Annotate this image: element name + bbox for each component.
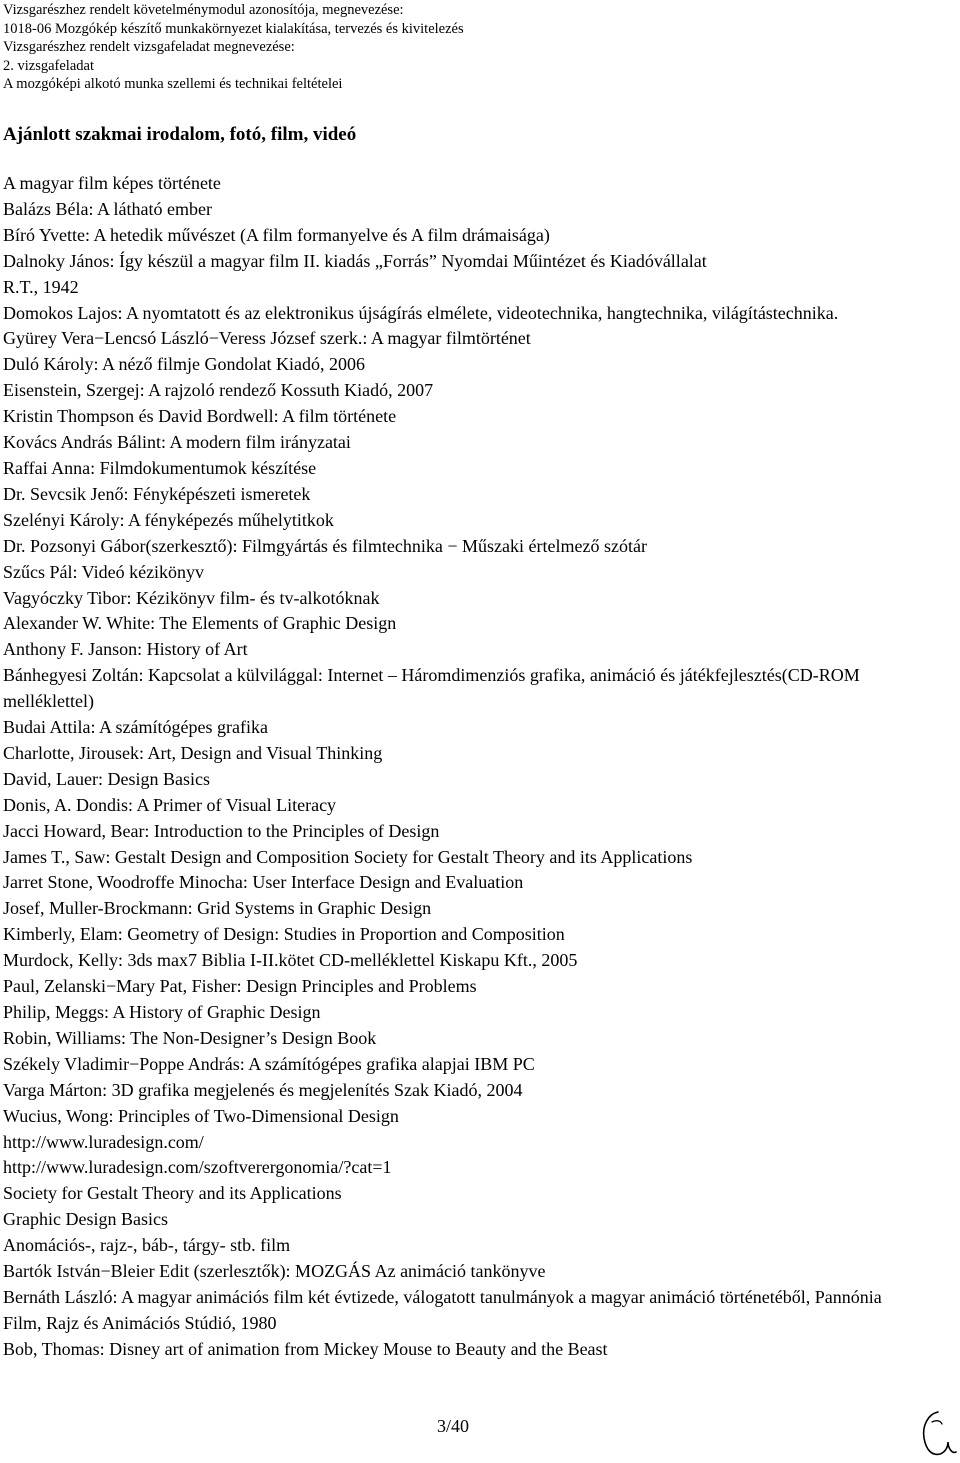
- reference-item: Robin, Williams: The Non-Designer’s Design Book: [3, 1027, 377, 1048]
- header-line: 1018-06 Mozgókép készítő munkakörnyezet kialakítása, tervezés és kivitelezés: [3, 20, 464, 37]
- reference-item: Anomációs-, rajz-, báb-, tárgy- stb. film: [3, 1235, 291, 1256]
- reference-item: Bob, Thomas: Disney art of animation from Mickey Mouse to Beauty and the Beast: [3, 1338, 608, 1359]
- page-number: 3/40: [436, 1416, 469, 1436]
- reference-item: Kristin Thompson és David Bordwell: A film története: [3, 406, 397, 427]
- reference-item: Kovács András Bálint: A modern film irányzatai: [3, 432, 351, 453]
- reference-item: Dr. Pozsonyi Gábor(szerkesztő): Filmgyártás és filmtechnika − Műszaki értelmező szótár: [3, 535, 647, 556]
- reference-item: Jacci Howard, Bear: Introduction to the Principles of Design: [3, 820, 440, 841]
- reference-item: David, Lauer: Design Basics: [3, 768, 210, 789]
- reference-item: Donis, A. Dondis: A Primer of Visual Literacy: [3, 794, 337, 815]
- reference-item: Székely Vladimir−Poppe András: A számítógépes grafika alapjai IBM PC: [3, 1053, 535, 1074]
- reference-item: Gyürey Vera−Lencsó László−Veress József szerk.: A magyar filmtörténet: [3, 328, 531, 349]
- reference-item: A magyar film képes története: [3, 173, 221, 193]
- reference-item: Paul, Zelanski−Mary Pat, Fisher: Design Principles and Problems: [3, 976, 477, 997]
- reference-item: R.T., 1942: [3, 276, 79, 297]
- reference-item: Szűcs Pál: Videó kézikönyv: [3, 561, 205, 582]
- reference-item: Domokos Lajos: A nyomtatott és az elektronikus újságírás elmélete, videotechnika, hangtechnika, világítástechnika.: [3, 302, 839, 323]
- header-line: 2. vizsgafeladat: [3, 57, 94, 74]
- reference-item: Bíró Yvette: A hetedik művészet (A film formanyelve és A film drámaisága): [3, 224, 550, 245]
- section-title: Ajánlott szakmai irodalom, fotó, film, videó: [3, 124, 357, 145]
- reference-item: Raffai Anna: Filmdokumentumok készítése: [3, 457, 317, 478]
- reference-item: Balázs Béla: A látható ember: [3, 198, 212, 219]
- reference-item: Bernáth László: A magyar animációs film két évtizede, válogatott tanulmányok a magyar animáció történetéből, Pannónia Film, Rajz és Animációs Stúdió, 1980: [3, 1286, 882, 1333]
- reference-item: Kimberly, Elam: Geometry of Design: Studies in Proportion and Composition: [3, 924, 565, 945]
- reference-item: Wucius, Wong: Principles of Two-Dimensional Design: [3, 1105, 399, 1126]
- reference-item: James T., Saw: Gestalt Design and Composition Society for Gestalt Theory and its Applications: [3, 846, 693, 867]
- reference-item: Murdock, Kelly: 3ds max7 Biblia I-II.kötet CD-melléklettel Kiskapu Kft., 2005: [3, 950, 578, 971]
- reference-link[interactable]: http://www.luradesign.com/szoftverergonomia/?cat=1: [3, 1157, 392, 1178]
- header-line: Vizsgarészhez rendelt követelménymodul azonosítója, megnevezése:: [3, 2, 404, 18]
- reference-list: [3, 171, 903, 1363]
- reference-item: Varga Márton: 3D grafika megjelenés és megjelenítés Szak Kiadó, 2004: [3, 1079, 523, 1100]
- reference-item: Eisenstein, Szergej: A rajzoló rendező Kossuth Kiadó, 2007: [3, 380, 434, 401]
- signature-mark: [918, 1408, 958, 1460]
- reference-item: Budai Attila: A számítógépes grafika: [3, 717, 268, 738]
- reference-item: Duló Károly: A néző filmje Gondolat Kiadó, 2006: [3, 354, 365, 375]
- reference-item: Vagyóczky Tibor: Kézikönyv film- és tv-alkotóknak: [3, 587, 380, 608]
- reference-item: Society for Gestalt Theory and its Applications: [3, 1183, 342, 1204]
- reference-item: Bartók István−Bleier Edit (szerlesztők): MOZGÁS Az animáció tankönyve: [3, 1261, 546, 1282]
- reference-item: Szelényi Károly: A fényképezés műhelytitkok: [3, 509, 334, 530]
- reference-item: Graphic Design Basics: [3, 1209, 168, 1230]
- document-header: [3, 1, 464, 94]
- reference-item: Philip, Meggs: A History of Graphic Design: [3, 1002, 321, 1022]
- reference-link[interactable]: http://www.luradesign.com/: [3, 1131, 204, 1152]
- reference-item: Jarret Stone, Woodroffe Minocha: User Interface Design and Evaluation: [3, 872, 524, 893]
- reference-item: Josef, Muller-Brockmann: Grid Systems in Graphic Design: [3, 898, 432, 919]
- reference-item: Charlotte, Jirousek: Art, Design and Visual Thinking: [3, 742, 383, 763]
- header-line: Vizsgarészhez rendelt vizsgafeladat megnevezése:: [3, 39, 295, 55]
- reference-item: Dalnoky János: Így készül a magyar film II. kiadás „Forrás” Nyomdai Műintézet és Kiadóvállalat: [3, 250, 707, 271]
- reference-item: Anthony F. Janson: History of Art: [3, 639, 248, 660]
- reference-item: Dr. Sevcsik Jenő: Fényképészeti ismeretek: [3, 483, 311, 504]
- reference-item: Alexander W. White: The Elements of Graphic Design: [3, 613, 397, 634]
- reference-item: Bánhegyesi Zoltán: Kapcsolat a külvilággal: Internet – Háromdimenziós grafika, animáció és játékfejlesztés(CD-ROM melléklettel): [3, 665, 860, 712]
- header-line: A mozgóképi alkotó munka szellemi és technikai feltételei: [3, 76, 343, 92]
